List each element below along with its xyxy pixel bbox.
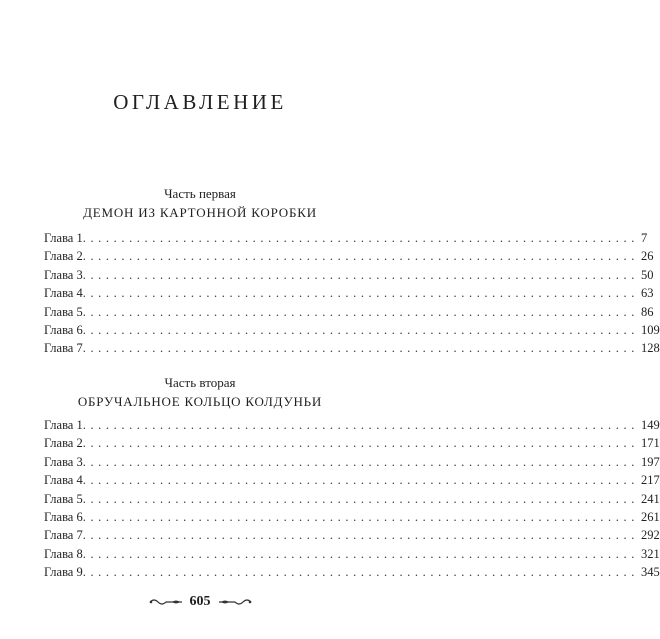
- page-number: 605: [189, 594, 211, 609]
- chapter-label: Глава 2: [44, 436, 83, 451]
- toc-row[interactable]: [44, 339, 660, 357]
- chapter-page: 345: [640, 565, 660, 580]
- chapter-page: 109: [640, 322, 660, 337]
- toc-row[interactable]: [44, 303, 654, 321]
- page-title: ОГЛАВЛЕНИЕ: [113, 90, 287, 114]
- chapter-page: 241: [640, 491, 660, 506]
- chapter-page: 128: [640, 341, 660, 356]
- chapter-page: 7: [640, 231, 648, 245]
- toc-row[interactable]: [44, 471, 660, 489]
- toc-row[interactable]: [44, 490, 660, 508]
- chapter-page: 50: [640, 267, 654, 282]
- chapter-page: 26: [640, 249, 654, 264]
- dot-leader: ........................................................................: [82, 454, 639, 469]
- dot-leader: ........................................................................: [82, 341, 639, 356]
- toc-row[interactable]: [44, 434, 660, 452]
- dot-leader: ........................................................................: [82, 322, 639, 337]
- chapter-label: Глава 7: [44, 341, 83, 356]
- chapter-label: Глава 1: [44, 418, 83, 432]
- chapter-label: Глава 6: [44, 509, 83, 524]
- dot-leader: ........................................................................: [82, 565, 639, 580]
- toc-row[interactable]: [44, 321, 660, 339]
- chapter-page: 292: [640, 528, 660, 543]
- dot-leader: ........................................................................: [82, 528, 639, 543]
- toc-row[interactable]: [44, 508, 660, 526]
- part-1-chapter-list: [44, 229, 660, 358]
- chapter-label: Глава 3: [44, 267, 83, 282]
- part-2-label: Часть вторая: [164, 375, 236, 390]
- chapter-label: Глава 6: [44, 322, 83, 337]
- ornament-left-icon: [148, 597, 184, 607]
- chapter-label: Глава 2: [44, 249, 83, 264]
- dot-leader: ........................................................................: [82, 491, 639, 506]
- dot-leader: ........................................................................: [82, 509, 639, 524]
- chapter-page: 261: [640, 509, 660, 524]
- dot-leader: ........................................................................: [82, 231, 639, 245]
- dot-leader: ........................................................................: [82, 267, 639, 282]
- chapter-page: 171: [640, 436, 660, 451]
- chapter-page: 217: [640, 473, 660, 488]
- chapter-label: Глава 4: [44, 473, 83, 488]
- dot-leader: ........................................................................: [82, 473, 639, 488]
- chapter-page: 86: [640, 304, 654, 319]
- part-1-label: Часть первая: [164, 186, 236, 201]
- ornament-right-icon: [217, 597, 253, 607]
- chapter-page: 321: [640, 546, 660, 561]
- dot-leader: ........................................................................: [82, 249, 639, 264]
- chapter-page: 63: [640, 286, 654, 301]
- part-2-chapter-list: [44, 416, 660, 582]
- toc-row[interactable]: [44, 266, 654, 284]
- toc-row[interactable]: [44, 453, 660, 471]
- dot-leader: ........................................................................: [82, 436, 639, 451]
- chapter-label: Глава 1: [44, 231, 83, 245]
- chapter-label: Глава 5: [44, 304, 83, 319]
- dot-leader: ........................................................................: [82, 418, 639, 432]
- chapter-label: Глава 3: [44, 454, 83, 469]
- toc-row[interactable]: [44, 229, 648, 247]
- toc-row[interactable]: [44, 545, 660, 563]
- chapter-label: Глава 7: [44, 528, 83, 543]
- toc-row[interactable]: [44, 563, 660, 581]
- chapter-label: Глава 5: [44, 491, 83, 506]
- chapter-page: 197: [640, 454, 660, 469]
- page-footer: [0, 594, 400, 610]
- chapter-label: Глава 8: [44, 546, 83, 561]
- chapter-label: Глава 9: [44, 565, 83, 580]
- toc-row[interactable]: [44, 526, 660, 544]
- dot-leader: ........................................................................: [82, 546, 639, 561]
- dot-leader: ........................................................................: [82, 286, 639, 301]
- toc-row[interactable]: [44, 416, 660, 434]
- toc-row[interactable]: [44, 247, 654, 265]
- dot-leader: ........................................................................: [82, 304, 639, 319]
- chapter-label: Глава 4: [44, 286, 83, 301]
- toc-row[interactable]: [44, 284, 654, 302]
- part-2-title: ОБРУЧАЛЬНОЕ КОЛЬЦО КОЛДУНЬИ: [77, 394, 323, 409]
- part-1-title: ДЕМОН ИЗ КАРТОННОЙ КОРОБКИ: [83, 205, 317, 220]
- chapter-page: 149: [640, 418, 660, 432]
